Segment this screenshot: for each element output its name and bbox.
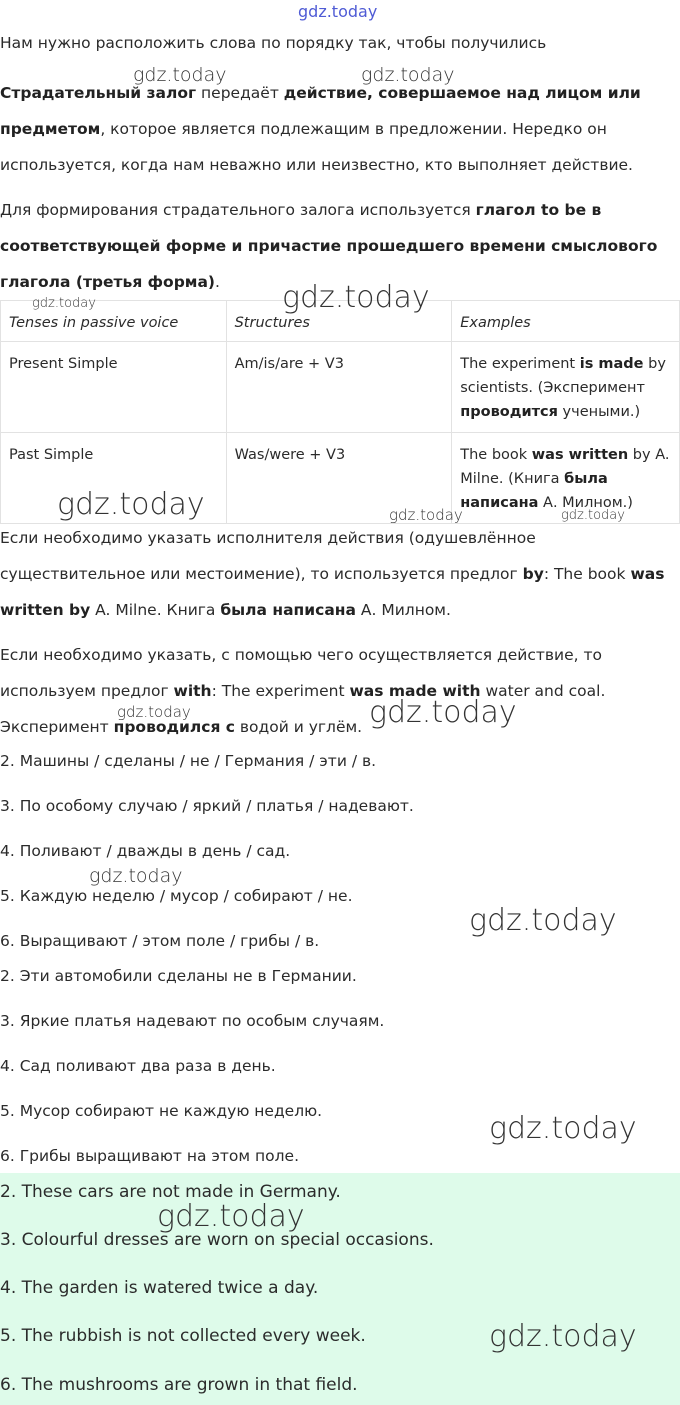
table-cell: Present Simple [1, 342, 227, 433]
with-paragraph: Если необходимо указать, с помощью чего осуществляется действие, то используем предлог with: The experiment was made with water and coal. Эксперимент проводился с водой и углём. [0, 646, 606, 736]
english-answer: 6. The mushrooms are grown in that field. [0, 1375, 358, 1395]
watermark: gdz.today [369, 695, 517, 730]
top-watermark: gdz.today [298, 2, 378, 21]
russian-answer: 4. Сад поливают два раза в день. [0, 1057, 276, 1075]
russian-answer: 5. Мусор собирают не каждую неделю. [0, 1102, 323, 1120]
table-header: Tenses in passive voice [1, 301, 227, 342]
watermark: gdz.today [57, 487, 205, 522]
russian-answer: 6. Грибы выращивают на этом поле. [0, 1147, 300, 1165]
english-answer: 5. The rubbish is not collected every week. [0, 1326, 366, 1346]
english-answer: 4. The garden is watered twice a day. [0, 1278, 319, 1298]
scrambled-item: 4. Поливают / дважды в день / сад. [0, 842, 291, 860]
watermark: gdz.today [282, 280, 430, 315]
watermark: gdz.today [32, 296, 96, 311]
table-cell: Past Simple [1, 433, 227, 524]
table-cell: Was/were + V3 [226, 433, 452, 524]
scrambled-item: 5. Каждую неделю / мусор / собирают / не. [0, 887, 353, 905]
watermark: gdz.today [469, 903, 617, 938]
watermark: gdz.today [489, 1111, 637, 1146]
english-answer: 2. These cars are not made in Germany. [0, 1182, 341, 1202]
theory-paragraph-2: Для формирования страдательного залога используется глагол to be в соответствующей форме и причастие прошедшего времени смыслового глагола (третья форма). [0, 201, 658, 291]
scrambled-item: 6. Выращивают / этом поле / грибы / в. [0, 932, 320, 950]
watermark: gdz.today [389, 506, 463, 524]
watermark: gdz.today [133, 64, 227, 86]
watermark: gdz.today [561, 508, 625, 523]
table-header: Examples [452, 301, 680, 342]
table-cell: The experiment is made by scientists. (Эксперимент проводится учеными.) [452, 342, 680, 433]
watermark: gdz.today [117, 703, 191, 721]
watermark: gdz.today [89, 865, 183, 887]
russian-answer: 2. Эти автомобили сделаны не в Германии. [0, 967, 357, 985]
by-paragraph: Если необходимо указать исполнителя действия (одушевлённое существительное или местоимение), то используется предлог by: The book was written by A. Milne. Книга была написана А. Милном. [0, 529, 665, 619]
scrambled-item: 2. Машины / сделаны / не / Германия / эти / в. [0, 752, 377, 770]
table-header: Structures [226, 301, 452, 342]
watermark: gdz.today [489, 1319, 637, 1354]
intro-text: Нам нужно расположить слова по порядку так, чтобы получились [0, 34, 547, 52]
table-row [1, 342, 680, 433]
theory-paragraph-1: Страдательный залог передаёт действие, совершаемое над лицом или предметом, которое является подлежащим в предложении. Нередко он используется, когда нам неважно или неизвестно, кто выполняет действие. [0, 84, 641, 174]
english-answer: 3. Colourful dresses are worn on special occasions. [0, 1230, 434, 1250]
russian-answer: 3. Яркие платья надевают по особым случаям. [0, 1012, 385, 1030]
table-cell: The book was written by A. Milne. (Книга была написана А. Милном.) [452, 433, 680, 524]
scrambled-item: 3. По особому случаю / яркий / платья / надевают. [0, 797, 414, 815]
watermark: gdz.today [361, 64, 455, 86]
table-cell: Am/is/are + V3 [226, 342, 452, 433]
watermark: gdz.today [157, 1199, 305, 1234]
